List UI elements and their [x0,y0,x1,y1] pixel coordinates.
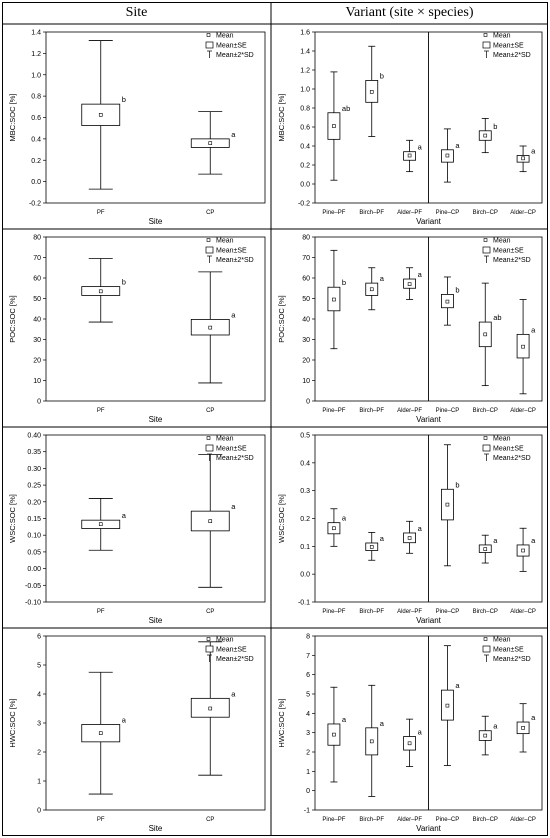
significance-label: a [379,718,384,728]
y-tick-label: -0.2 [297,200,310,208]
x-tick-label: Alder–PF [397,408,423,414]
significance-label: a [417,270,422,280]
y-axis-label: POC:SOC [%] [277,295,286,343]
legend-mean-label: Mean [216,435,234,443]
x-axis-label: Variant [416,217,441,226]
legend-se-label: Mean±SE [493,646,524,654]
significance-label: a [231,129,236,139]
y-tick-label: -1 [303,807,310,815]
legend-se-symbol [483,445,490,451]
legend-se-symbol [483,247,490,253]
significance-label: a [231,502,236,512]
y-tick-label: 3 [37,720,41,728]
mean-point [446,154,449,157]
legend-mean-label: Mean [493,237,511,245]
y-tick-label: 50 [33,296,41,303]
legend-sd-label: Mean±2*SD [493,257,531,264]
mean-point [209,520,212,523]
y-tick-label: 0.0 [31,179,41,187]
x-tick-label: Birch–CP [472,817,498,823]
y-tick-label: 6 [37,633,41,641]
mean-point [332,298,335,301]
significance-label: a [531,535,536,545]
y-tick-label: 80 [33,234,41,242]
significance-label: a [341,513,347,523]
significance-label: b [455,285,460,295]
y-tick-label: 4 [37,691,41,699]
legend-se-label: Mean±SE [493,247,524,255]
x-tick-label: CP [206,817,215,823]
y-tick-label: 2 [37,749,41,757]
legend-se-symbol [206,646,213,652]
legend-mean-label: Mean [216,636,234,644]
y-tick-label: 1.6 [300,29,310,37]
mbc-variant-chart [272,25,548,229]
legend-mean-label: Mean [216,32,234,40]
x-tick-label: CP [206,210,215,216]
significance-label: b [121,277,126,287]
y-tick-label: 0.8 [31,93,41,101]
legend-mean-label: Mean [493,636,511,644]
legend-se-symbol [206,42,213,48]
legend-sd-label: Mean±2*SD [216,52,254,59]
y-tick-label: 0.1 [300,543,310,551]
legend-sd-label: Mean±2*SD [216,455,254,462]
legend-mean-symbol [207,437,210,440]
y-axis-label: WSC:SOC [%] [8,494,17,543]
y-tick-label: 5 [306,691,310,699]
mean-point [370,740,373,743]
x-axis-label: Site [148,415,163,424]
y-tick-label: 70 [302,255,310,262]
y-tick-label: 0.2 [300,516,310,523]
y-tick-label: 60 [302,275,310,283]
y-tick-label: 70 [33,255,41,262]
x-tick-label: CP [206,408,215,414]
y-tick-label: 1.4 [300,48,310,56]
y-tick-label: 1.4 [31,29,41,37]
mean-point [484,548,487,551]
legend-se-label: Mean±SE [216,445,247,453]
legend-mean-label: Mean [493,435,511,443]
significance-label: a [121,511,126,521]
y-tick-label: 1.0 [31,72,41,80]
x-tick-label: Pine–PF [322,210,346,216]
y-tick-label: 0 [306,398,310,406]
legend-sd-label: Mean±2*SD [216,257,254,264]
legend-mean-label: Mean [216,237,234,245]
legend-sd-label: Mean±2*SD [493,455,531,462]
legend-se-symbol [483,646,490,652]
y-tick-label: 0.6 [31,115,41,122]
mean-point [332,125,335,128]
significance-label: a [231,310,236,320]
y-tick-label: 0.3 [300,488,310,496]
significance-label: a [417,727,422,737]
x-tick-label: Alder–CP [510,408,536,414]
y-tick-label: 0.0 [300,571,310,579]
y-tick-label: 4 [306,710,310,718]
x-axis-label: Site [148,217,163,226]
mean-point [408,283,411,286]
y-tick-label: 2 [306,749,310,757]
mean-point [484,333,487,336]
y-tick-label: 1.2 [300,67,310,75]
y-axis-label: MBC:SOC [%] [8,93,17,142]
x-axis-label: Variant [416,415,441,424]
y-tick-label: 50 [302,296,310,303]
legend-mean-symbol [207,239,210,242]
y-tick-label: 0 [306,788,310,796]
significance-label: a [417,523,422,533]
y-tick-label: 0.10 [27,532,41,540]
x-tick-label: Alder–CP [510,817,536,823]
significance-label: ab [493,313,502,323]
y-tick-label: 20 [33,357,41,365]
x-tick-label: Alder–PF [397,817,423,823]
significance-label: a [531,146,536,156]
mean-point [370,288,373,291]
x-tick-label: Alder–PF [397,609,423,615]
x-axis-label: Site [148,824,163,833]
y-axis-label: HWC:SOC [%] [277,698,286,748]
significance-label: a [531,713,536,723]
x-tick-label: Birch–PF [359,408,385,414]
mean-point [408,742,411,745]
mean-point [99,732,102,735]
x-tick-label: Pine–PF [322,408,346,414]
significance-label: b [455,480,460,490]
y-tick-label: 0.30 [27,465,41,473]
legend-se-label: Mean±SE [493,445,524,453]
legend-mean-symbol [484,239,487,242]
y-axis-label: POC:SOC [%] [8,295,17,343]
mean-point [209,326,212,329]
x-tick-label: Birch–CP [472,609,498,615]
x-tick-label: Alder–PF [397,210,423,216]
x-tick-label: Birch–PF [359,817,385,823]
significance-label: a [231,689,236,699]
poc-site-chart [3,230,271,427]
wsc-variant-chart [272,428,548,628]
x-tick-label: CP [206,609,215,615]
y-tick-label: 40 [33,316,41,324]
mean-point [99,290,102,293]
y-tick-label: 0.00 [27,566,41,574]
y-tick-label: 20 [302,357,310,365]
x-tick-label: PF [96,817,105,823]
x-tick-label: PF [96,609,105,615]
x-tick-label: Birch–PF [359,210,385,216]
significance-label: a [417,142,422,152]
mean-point [332,527,335,530]
mean-point [370,90,373,93]
mean-point [446,503,449,506]
legend-se-label: Mean±SE [216,247,247,255]
y-tick-label: 5 [37,662,41,670]
mean-point [408,536,411,539]
significance-label: b [379,71,384,81]
mean-point [522,345,525,348]
y-tick-label: 1.2 [31,50,41,58]
x-axis-label: Variant [416,824,441,833]
y-tick-label: 1.0 [300,86,310,94]
x-tick-label: Alder–CP [510,609,536,615]
y-tick-label: 0.2 [300,162,310,170]
x-tick-label: Birch–CP [472,210,498,216]
legend-mean-symbol [484,437,487,440]
y-tick-label: 0.40 [27,432,41,440]
x-tick-label: PF [96,210,105,216]
significance-label: a [493,721,498,731]
y-tick-label: 30 [302,337,310,344]
significance-label: a [121,715,126,725]
y-tick-label: 1 [37,778,41,786]
y-tick-label: 8 [306,633,310,641]
x-tick-label: Pine–CP [435,817,460,823]
poc-variant-chart [272,230,548,427]
y-tick-label: 0.15 [27,516,41,523]
significance-label: b [121,95,126,105]
legend-mean-label: Mean [493,32,511,40]
x-tick-label: Alder–CP [510,210,536,216]
y-tick-label: 0 [37,807,41,815]
legend-se-symbol [206,445,213,451]
y-tick-label: 0.0 [300,181,310,189]
x-tick-label: Pine–CP [435,408,460,414]
hwc-variant-chart [272,629,548,836]
legend-sd-label: Mean±2*SD [493,656,531,663]
significance-label: a [341,714,347,724]
hwc-site-chart [3,629,271,836]
mean-point [332,733,335,736]
y-tick-label: 0.20 [27,499,41,507]
x-tick-label: PF [96,408,105,414]
legend-se-symbol [483,42,490,48]
y-tick-label: 10 [302,378,310,385]
significance-label: a [379,274,384,284]
mean-point [99,523,102,526]
x-axis-label: Variant [416,616,441,625]
y-tick-label: 0.05 [27,549,41,557]
y-tick-label: 0.4 [31,136,41,144]
mean-point [446,704,449,707]
significance-label: a [455,140,460,150]
x-tick-label: Birch–PF [359,609,385,615]
mean-point [522,157,525,160]
y-tick-label: 0.2 [31,157,41,165]
x-axis-label: Site [148,616,163,625]
y-axis-label: HWC:SOC [%] [8,698,17,748]
y-tick-label: 30 [33,337,41,344]
significance-label: a [493,535,498,545]
mean-point [484,134,487,137]
x-tick-label: Pine–CP [435,210,460,216]
x-tick-label: Pine–PF [322,609,346,615]
y-axis-label: WSC:SOC [%] [277,494,286,543]
header-variant: Variant (site × species) [345,5,474,20]
y-tick-label: 0.6 [300,124,310,132]
legend-se-symbol [206,247,213,253]
y-tick-label: 3 [306,730,310,738]
y-tick-label: 10 [33,378,41,385]
y-tick-label: 0.5 [300,432,310,440]
legend-sd-label: Mean±2*SD [493,52,531,59]
mean-point [522,549,525,552]
mean-point [209,707,212,710]
legend-sd-label: Mean±2*SD [216,656,254,663]
significance-label: ab [341,103,351,113]
mean-point [99,113,102,116]
y-tick-label: -0.10 [25,599,41,607]
y-tick-label: 0.8 [300,105,310,113]
mbc-site-chart [3,25,271,229]
x-tick-label: Pine–PF [322,817,346,823]
y-tick-label: 1 [306,768,310,776]
mean-point [408,154,411,157]
y-tick-label: -0.05 [25,582,41,590]
mean-point [209,142,212,145]
y-tick-label: 0.25 [27,482,41,490]
significance-label: a [379,533,384,543]
legend-mean-symbol [207,34,210,37]
y-tick-label: 80 [302,234,310,242]
y-tick-label: 0.4 [300,143,310,151]
y-tick-label: 7 [306,652,310,660]
x-tick-label: Birch–CP [472,408,498,414]
mean-point [370,545,373,548]
y-tick-label: -0.1 [297,599,310,607]
x-tick-label: Pine–CP [435,609,460,615]
y-axis-label: MBC:SOC [%] [277,93,286,142]
wsc-site-chart [3,428,271,628]
y-tick-label: 6 [306,672,310,680]
y-tick-label: -0.2 [28,200,41,208]
legend-se-label: Mean±SE [216,646,247,654]
legend-se-label: Mean±SE [493,42,524,50]
y-tick-label: 40 [302,316,310,324]
header-site: Site [125,5,148,20]
y-tick-label: 0.4 [300,460,310,468]
mean-point [484,734,487,737]
y-tick-label: 60 [33,275,41,283]
significance-label: b [493,121,498,131]
legend-mean-symbol [207,638,210,641]
significance-label: a [455,681,460,691]
significance-label: a [531,325,536,335]
y-tick-label: 0 [37,398,41,406]
legend-mean-symbol [484,638,487,641]
y-tick-label: 0.35 [27,449,41,457]
mean-point [522,726,525,729]
legend-se-label: Mean±SE [216,42,247,50]
legend-mean-symbol [484,34,487,37]
significance-label: b [341,278,347,288]
mean-point [446,300,449,303]
